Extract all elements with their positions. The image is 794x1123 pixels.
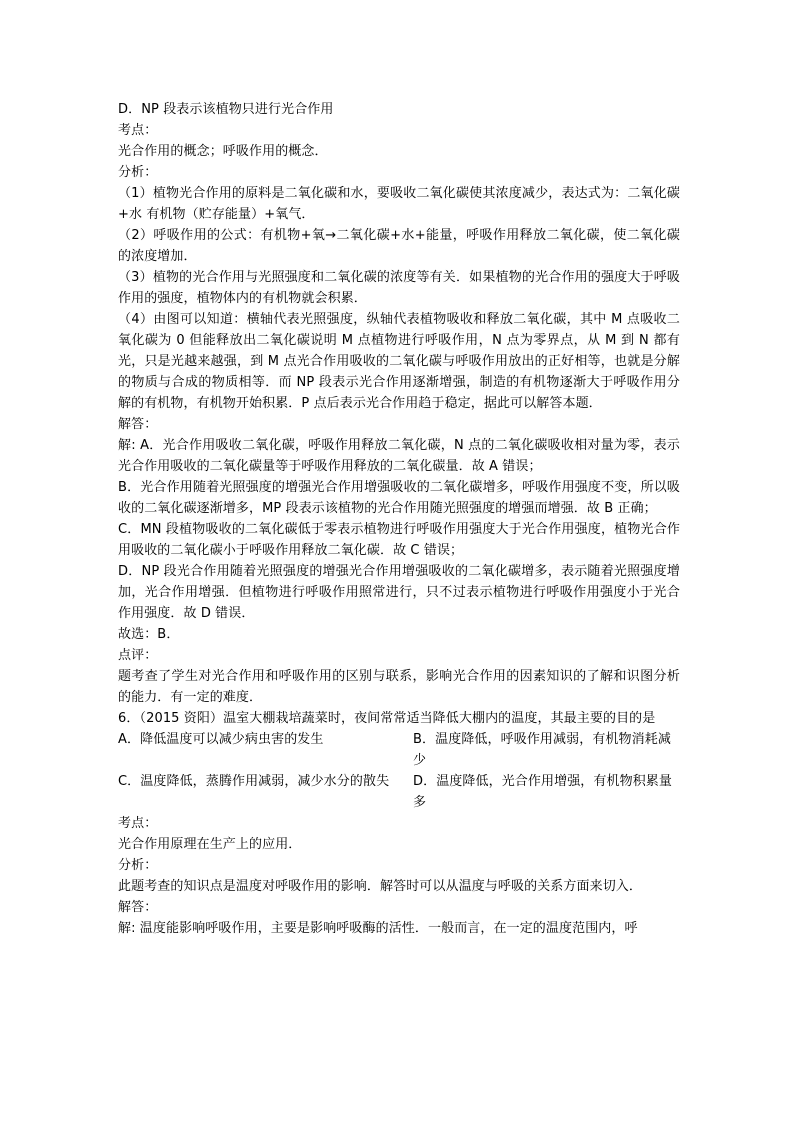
- q6-option-d: D．温度降低，光合作用增强，有机物积累量多: [413, 774, 673, 810]
- q5-fenxi-3: （3）植物的光合作用与光照强度和二氧化碳的浓度等有关．如果植物的光合作用的强度大于呼吸作用的强度，植物体内的有机物就会积累．: [118, 270, 680, 306]
- q6-stem: 6．（2015 资阳）温室大棚栽培蔬菜时，夜间常常适当降低大棚内的温度，其最主要的目的是: [118, 711, 656, 726]
- q5-dianping-label: 点评：: [118, 648, 158, 663]
- q5-dianping: 题考查了学生对光合作用和呼吸作用的区别与联系，影响光合作用的因素知识的了解和识图分析的能力．有一定的难度．: [118, 669, 680, 705]
- q5-jieda-label: 解答：: [118, 417, 158, 432]
- q6-option-a: A．降低温度可以减少病虫害的发生: [118, 732, 324, 747]
- q5-fenxi-1: （1）植物光合作用的原料是二氧化碳和水，要吸收二氧化碳使其浓度减少，表达式为：二氧化碳+水 有机物（贮存能量）+氧气．: [118, 186, 680, 222]
- q6-options-row-1: [118, 729, 680, 771]
- q5-answer: 故选：B．: [118, 627, 180, 642]
- q5-kaodian-label: 考点：: [118, 123, 158, 138]
- q6-option-c: C．温度降低，蒸腾作用减弱，减少水分的散失: [118, 774, 390, 789]
- q5-jieda-b: B．光合作用随着光照强度的增强光合作用增强吸收的二氧化碳增多，呼吸作用强度不变，所以吸收的二氧化碳逐渐增多，MP 段表示该植物的光合作用随光照强度的增强而增强．故 B 正确；: [118, 480, 680, 516]
- q6-fenxi-label: 分析：: [118, 858, 158, 873]
- q6-jieda-label: 解答：: [118, 900, 158, 915]
- q6-kaodian-label: 考点：: [118, 816, 158, 831]
- q6-jieda: 解: 温度能影响呼吸作用，主要是影响呼吸酶的活性．一般而言，在一定的温度范围内，呼: [118, 921, 638, 936]
- q5-fenxi-2: （2）呼吸作用的公式：有机物+氧→二氧化碳+水+能量，呼吸作用释放二氧化碳，使二氧化碳的浓度增加．: [118, 228, 680, 264]
- q5-fenxi-4: （4）由图可以知道：横轴代表光照强度，纵轴代表植物吸收和释放二氧化碳，其中 M 点吸收二氧化碳为 0 但能释放出二氧化碳说明 M 点植物进行呼吸作用，N 点为零界点，从 M 到 N 都有光，只是光越来越强，到 M 点光合作用吸收的二氧化碳与呼吸作用放出的正好相等，也就是分解的物质与合成的物质相等．而 NP 段表示光合作用逐渐增强，制造的有机物逐渐大于呼吸作用分解的有机物，有机物开始积累．P 点后表示光合作用趋于稳定，据此可以解答本题．: [118, 312, 680, 411]
- q5-jieda-a: 解: A．光合作用吸收二氧化碳，呼吸作用释放二氧化碳，N 点的二氧化碳吸收相对量为零，表示光合作用吸收的二氧化碳量等于呼吸作用释放的二氧化碳量．故 A 错误；: [118, 438, 680, 474]
- document-page: [118, 99, 680, 939]
- q5-option-d: D．NP 段表示该植物只进行光合作用: [118, 102, 334, 117]
- q5-jieda-c: C．MN 段植物吸收的二氧化碳低于零表示植物进行呼吸作用强度大于光合作用强度，植物光合作用吸收的二氧化碳小于呼吸作用释放二氧化碳．故 C 错误；: [118, 522, 680, 558]
- q5-fenxi-label: 分析：: [118, 165, 158, 180]
- q6-option-b: B．温度降低，呼吸作用减弱，有机物消耗减少: [413, 732, 671, 768]
- q5-kaodian: 光合作用的概念；呼吸作用的概念．: [118, 144, 328, 159]
- q5-jieda-d: D．NP 段光合作用随着光照强度的增强光合作用增强吸收的二氧化碳增多，表示随着光照强度增加，光合作用增强．但植物进行呼吸作用照常进行，只不过表示植物进行呼吸作用强度小于光合作用强度．故 D 错误．: [118, 564, 680, 621]
- q6-options-row-2: [118, 771, 680, 813]
- q6-kaodian: 光合作用原理在生产上的应用．: [118, 837, 302, 852]
- q6-fenxi: 此题考查的知识点是温度对呼吸作用的影响．解答时可以从温度与呼吸的关系方面来切入．: [118, 879, 643, 894]
